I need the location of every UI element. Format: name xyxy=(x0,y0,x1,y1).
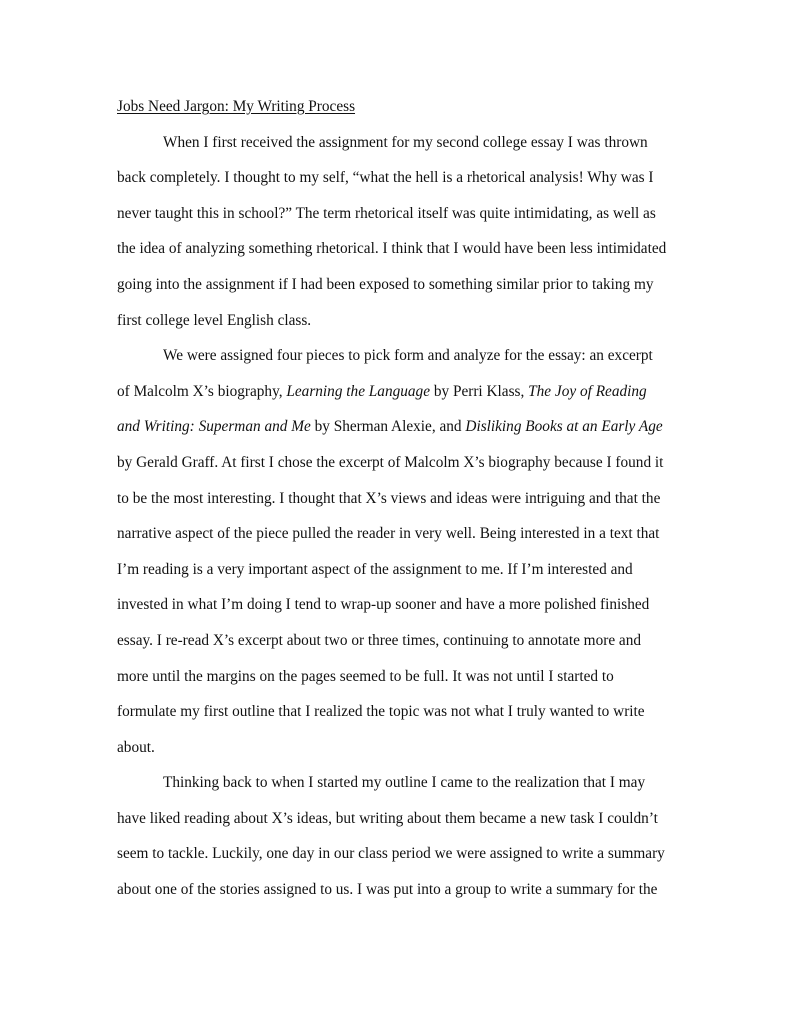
text-line xyxy=(117,267,677,303)
italic-title-text: and Writing: Superman and Me xyxy=(117,418,311,436)
text-segment: about. xyxy=(117,738,155,756)
text-segment: I’m reading is a very important aspect of the assignment to me. If I’m interested and xyxy=(117,560,633,578)
text-line xyxy=(117,445,677,481)
text-line xyxy=(117,765,677,801)
text-segment: We were assigned four pieces to pick form and analyze for the essay: an excerpt xyxy=(163,347,653,365)
text-segment: by Gerald Graff. At first I chose the excerpt of Malcolm X’s biography because I found it xyxy=(117,453,664,471)
italic-title-text: Learning the Language xyxy=(286,382,430,400)
document-title: Jobs Need Jargon: My Writing Process xyxy=(117,98,356,115)
text-segment: essay. I re-read X’s excerpt about two or three times, continuing to annotate more and xyxy=(117,631,642,649)
text-line xyxy=(117,836,677,872)
text-segment: back completely. I thought to my self, “what the hell is a rhetorical analysis! Why was I xyxy=(117,169,654,187)
italic-title-text: Disliking Books at an Early Age xyxy=(465,418,663,436)
text-line xyxy=(117,231,677,267)
text-line xyxy=(117,694,677,730)
text-line xyxy=(117,730,677,766)
paragraph xyxy=(117,338,677,765)
text-segment: to be the most interesting. I thought that X’s views and ideas were intriguing and that the xyxy=(117,489,661,507)
text-line xyxy=(117,552,677,588)
text-line xyxy=(117,481,677,517)
text-segment: Thinking back to when I started my outline I came to the realization that I may xyxy=(163,774,646,792)
text-segment: by Sherman Alexie, and xyxy=(310,418,466,436)
text-line xyxy=(117,409,677,445)
text-line xyxy=(117,338,677,374)
text-line xyxy=(117,623,677,659)
text-line xyxy=(117,374,677,410)
text-segment: more until the margins on the pages seemed to be full. It was not until I started to xyxy=(117,667,614,685)
paragraph xyxy=(117,125,677,339)
text-line xyxy=(117,303,677,339)
text-segment: narrative aspect of the piece pulled the reader in very well. Being interested in a text that xyxy=(117,525,660,543)
text-line xyxy=(117,587,677,623)
text-segment: never taught this in school?” The term rhetorical itself was quite intimidating, as well as xyxy=(117,204,656,222)
text-segment: seem to tackle. Luckily, one day in our class period we were assigned to write a summary xyxy=(117,845,665,863)
text-segment: first college level English class. xyxy=(117,311,312,329)
paragraph xyxy=(117,765,677,907)
text-line xyxy=(117,659,677,695)
paragraph-container xyxy=(117,125,677,908)
text-line xyxy=(117,872,677,908)
text-segment: the idea of analyzing something rhetorical. I think that I would have been less intimidated xyxy=(117,240,667,258)
document-body xyxy=(117,89,677,908)
italic-title-text: The Joy of Reading xyxy=(528,382,647,400)
text-segment: about one of the stories assigned to us. I was put into a group to write a summary for the xyxy=(117,881,658,899)
text-line xyxy=(117,125,677,161)
text-line xyxy=(117,196,677,232)
text-segment: by Perri Klass, xyxy=(430,382,529,400)
text-segment: of Malcolm X’s biography, xyxy=(117,382,287,400)
text-segment: formulate my first outline that I realized the topic was not what I truly wanted to write xyxy=(117,703,645,721)
text-line xyxy=(117,801,677,837)
text-line xyxy=(117,516,677,552)
text-segment: going into the assignment if I had been exposed to something similar prior to taking my xyxy=(117,275,654,293)
text-line xyxy=(117,160,677,196)
text-segment: When I first received the assignment for my second college essay I was thrown xyxy=(163,133,648,151)
text-segment: have liked reading about X’s ideas, but writing about them became a new task I couldn’t xyxy=(117,809,658,827)
text-segment: invested in what I’m doing I tend to wrap-up sooner and have a more polished finished xyxy=(117,596,650,614)
